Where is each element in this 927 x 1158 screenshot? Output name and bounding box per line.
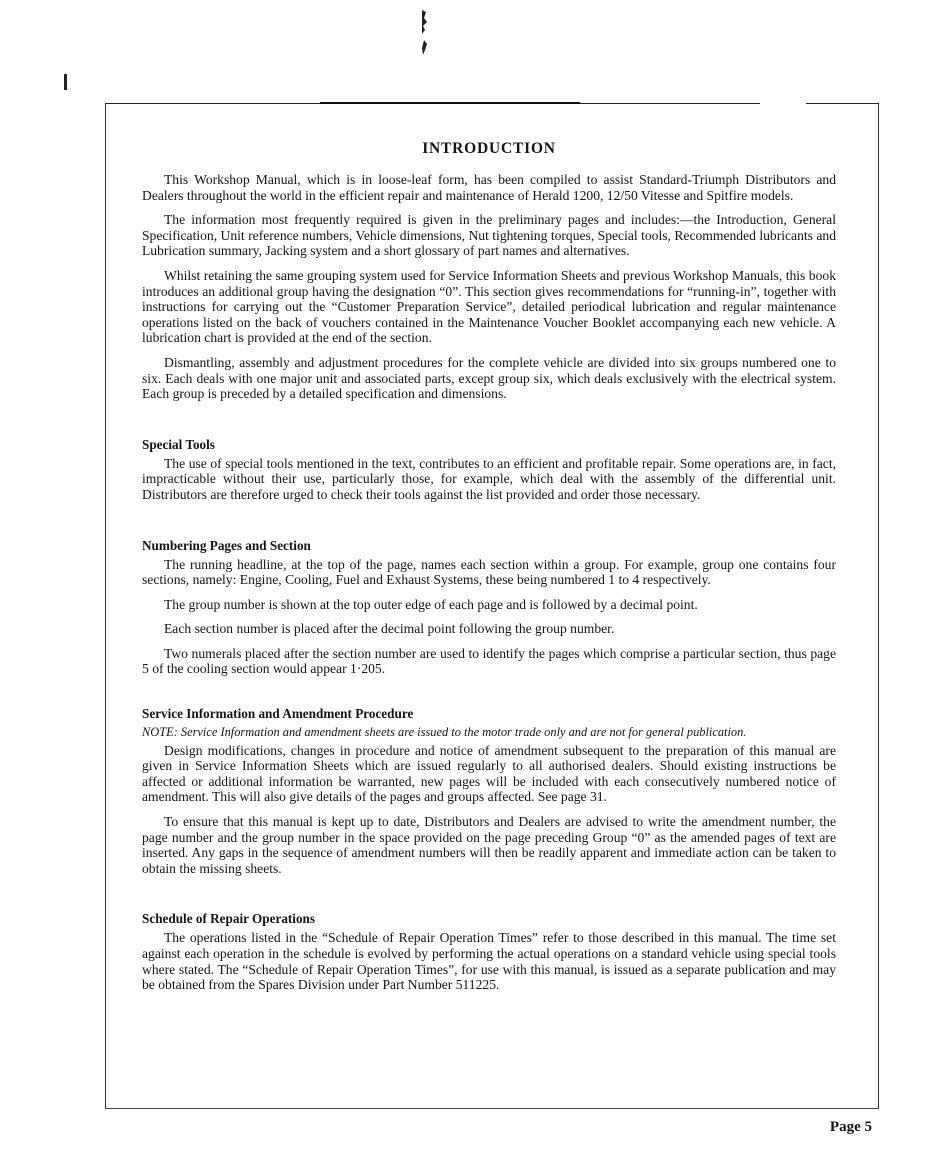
paragraph: The use of special tools mentioned in the text, contributes to an efficient and profitable repair. Some operations are, in fact, impracticable without their use, particularly those, for example, which deal with the assembly of the differential unit. Distributors are therefore urged to check their tools against the list provided and order those necessary. <box>142 455 836 502</box>
document-body <box>142 140 836 1002</box>
paragraph: Two numerals placed after the section number are used to identify the pages which comprise a particular section, thus page 5 of the cooling section would appear 1·205. <box>142 645 836 677</box>
paragraph: Whilst retaining the same grouping system used for Service Information Sheets and previous Workshop Manuals, this book introduces an additional group having the designation “0”. This section gives recommendations for “running-in”, together with instructions for carrying out the “Customer Preparation Service”, detailed periodical lubrication and regular maintenance operations listed on the back of vouchers contained in the Maintenance Voucher Booklet accompanying each new vehicle. A lubrication chart is provided at the end of the section. <box>142 267 836 346</box>
paragraph: The running headline, at the top of the page, names each section within a group. For example, group one contains four sections, namely: Engine, Cooling, Fuel and Exhaust Systems, these being numbered 1 to 4 respectively. <box>142 556 836 588</box>
section-heading-schedule: Schedule of Repair Operations <box>142 911 316 927</box>
paragraph: The group number is shown at the top outer edge of each page and is followed by a decimal point. <box>164 596 698 612</box>
scan-artifact-mark <box>64 74 67 90</box>
scan-artifact-mark <box>418 8 430 56</box>
section-heading-special-tools: Special Tools <box>142 436 215 452</box>
section-heading-service-info: Service Information and Amendment Procedure <box>142 706 414 722</box>
paragraph: The information most frequently required is given in the preliminary pages and includes:—the Introduction, General Specification, Unit reference numbers, Vehicle dimensions, Nut tightening torques, Special tools, Recommended lubricants and Lubrication summary, Jacking system and a short glossary of part names and alternatives. <box>142 212 836 259</box>
section-heading-numbering: Numbering Pages and Section <box>142 537 311 553</box>
paragraph: This Workshop Manual, which is in loose-leaf form, has been compiled to assist Standard-Triumph Distributors and Dealers throughout the world in the efficient repair and maintenance of Herald 1200, 12/50 Vitesse and Spitfire models. <box>142 172 836 203</box>
page-title: INTRODUCTION <box>422 140 556 157</box>
frame-rule <box>320 102 580 104</box>
paragraph: To ensure that this manual is kept up to date, Distributors and Dealers are advised to write the amendment number, the page number and the group number in the space provided on the page preceding Group “0” as the amended pages of text are inserted. Any gaps in the sequence of amendment numbers will then be readily apparent and immediate action can be taken to obtain the missing sheets. <box>142 814 836 876</box>
paragraph: Each section number is placed after the decimal point following the group number. <box>164 621 615 637</box>
paragraph: The operations listed in the “Schedule of Repair Operation Times” refer to those described in this manual. The time set against each operation in the schedule is evolved by performing the actual operations on a standard vehicle using special tools where stated. The “Schedule of Repair Operation Times”, for use with this manual, is issued as a separate publication and may be obtained from the Spares Division under Part Number 511225. <box>142 930 836 993</box>
note-text: NOTE: Service Information and amendment sheets are issued to the motor trade only and are not for general publication. <box>142 725 747 740</box>
paragraph: Dismantling, assembly and adjustment procedures for the complete vehicle are divided into six groups numbered one to six. Each deals with one major unit and associated parts, except group six, which deals exclusively with the electrical system. Each group is preceded by a detailed specification and dimensions. <box>142 354 836 402</box>
page-number: Page 5 <box>829 1119 872 1135</box>
frame-rule <box>806 103 878 104</box>
paragraph: Design modifications, changes in procedure and notice of amendment subsequent to the preparation of this manual are given in Service Information Sheets which are issued regularly to all authorised dealers. Should existing instructions be affected or additional information be warranted, new pages will be included with each consecutively numbered notice of amendment. This will also give details of the pages and groups affected. See page 31. <box>142 742 836 805</box>
